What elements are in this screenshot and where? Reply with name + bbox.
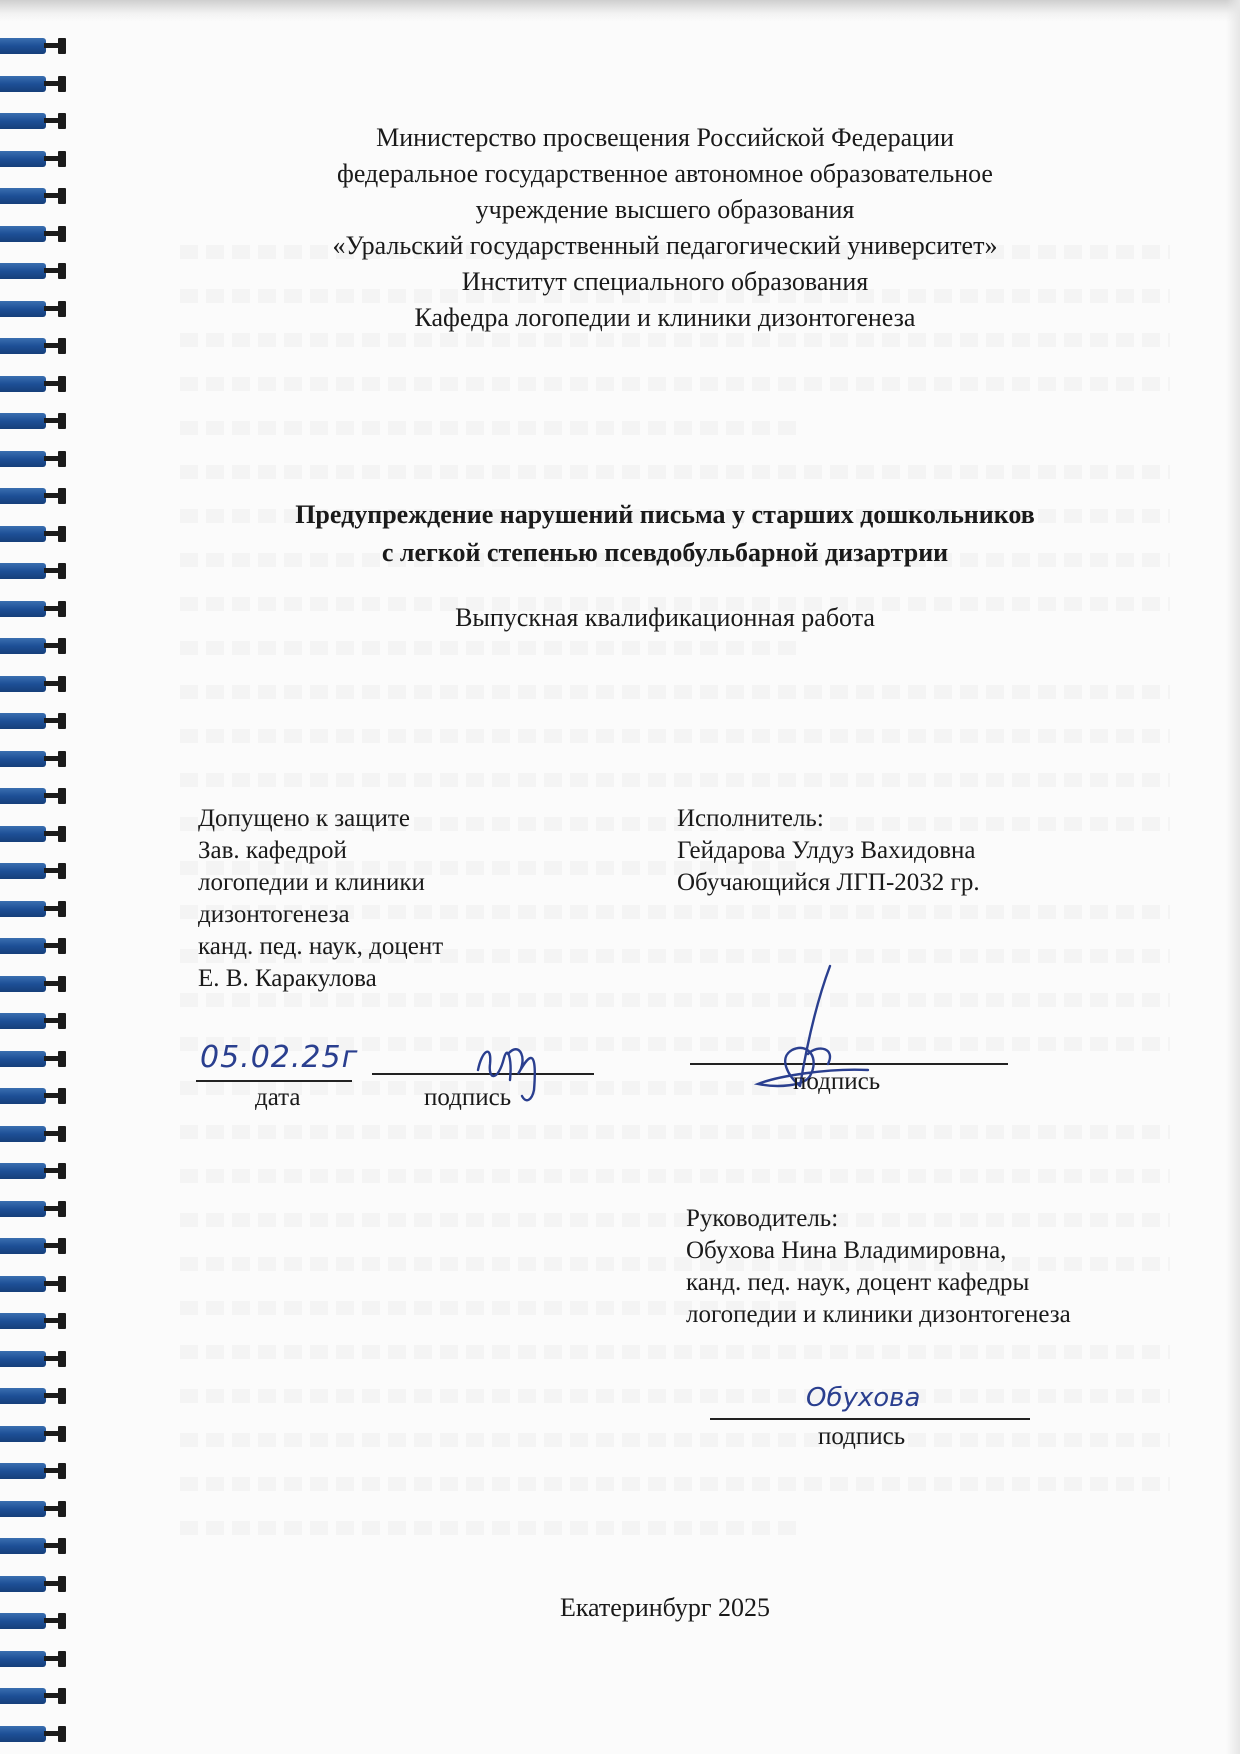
work-type: Выпускная квалификационная работа <box>455 603 875 632</box>
show-through-line <box>180 465 1170 479</box>
binding-hole <box>58 788 66 804</box>
binding-hole <box>58 526 66 542</box>
binding-hole <box>58 188 66 204</box>
supervisor-line: Руководитель: <box>686 1205 839 1232</box>
binding-ring <box>0 638 46 654</box>
header-line: Институт специального образования <box>461 267 869 296</box>
executor-signature-caption: подпись <box>793 1068 881 1095</box>
date-caption: дата <box>255 1084 301 1111</box>
admission-signature-caption: подпись <box>424 1084 512 1111</box>
binding-ring <box>0 976 46 992</box>
binding-ring <box>0 938 46 954</box>
header-line: Кафедра логопедии и клиники дизонтогенеза <box>414 303 916 332</box>
binding-hole <box>58 1313 66 1329</box>
header-line: Министерство просвещения Российской Федерации <box>376 123 954 152</box>
header-line: учреждение высшего образования <box>475 195 855 224</box>
binding-hole <box>58 413 66 429</box>
show-through-line <box>180 773 1170 787</box>
binding-ring <box>0 113 46 129</box>
binding-hole <box>58 901 66 917</box>
binding-hole <box>58 938 66 954</box>
admission-line: Допущено к защите <box>198 805 410 832</box>
binding-ring <box>0 301 46 317</box>
binding-ring <box>0 338 46 354</box>
binding-ring <box>0 38 46 54</box>
binding-hole <box>58 38 66 54</box>
binding-hole <box>58 488 66 504</box>
binding-hole <box>58 638 66 654</box>
binding-hole <box>58 226 66 242</box>
binding-hole <box>58 1238 66 1254</box>
binding-ring <box>0 863 46 879</box>
binding-hole <box>58 1726 66 1742</box>
executor-line: Исполнитель: <box>677 805 824 832</box>
binding-hole <box>58 826 66 842</box>
admission-line: логопедии и клиники <box>198 869 425 896</box>
binding-ring <box>0 1126 46 1142</box>
header-line: «Уральский государственный педагогический университет» <box>332 231 998 260</box>
binding-ring <box>0 1276 46 1292</box>
show-through-line <box>180 377 1170 391</box>
binding-hole <box>58 1051 66 1067</box>
binding-hole <box>58 863 66 879</box>
binding-hole <box>58 713 66 729</box>
binding-hole <box>58 1201 66 1217</box>
show-through-line <box>180 1169 1170 1183</box>
admission-line: Зав. кафедрой <box>198 837 347 864</box>
binding-ring <box>0 1351 46 1367</box>
binding-hole <box>58 676 66 692</box>
page-top-edge <box>0 0 1240 22</box>
show-through-line <box>180 421 800 435</box>
binding-hole <box>58 751 66 767</box>
thesis-title <box>90 496 1240 572</box>
binding-hole <box>58 1126 66 1142</box>
binding-hole <box>58 1088 66 1104</box>
header-line: федеральное государственное автономное образовательное <box>337 159 993 188</box>
executor-block <box>677 803 980 899</box>
binding-hole <box>58 1463 66 1479</box>
executor-line: Обучающийся ЛГП-2032 гр. <box>677 869 980 896</box>
supervisor-line: канд. пед. наук, доцент кафедры <box>686 1269 1030 1296</box>
binding-ring <box>0 376 46 392</box>
admission-line: дизонтогенеза <box>198 901 350 928</box>
binding-ring <box>0 788 46 804</box>
binding-ring <box>0 1538 46 1554</box>
binding-hole <box>58 1163 66 1179</box>
binding-hole <box>58 1538 66 1554</box>
binding-ring <box>0 1726 46 1742</box>
executor-line: Гейдарова Улдуз Вахидовна <box>677 837 976 864</box>
handwritten-date: 05.02.25г <box>200 1040 359 1075</box>
binding-ring <box>0 1088 46 1104</box>
binding-ring <box>0 1426 46 1442</box>
binding-hole <box>58 1388 66 1404</box>
binding-hole <box>58 1501 66 1517</box>
binding-ring <box>0 1688 46 1704</box>
binding-hole <box>58 301 66 317</box>
binding-ring <box>0 1313 46 1329</box>
binding-ring <box>0 1613 46 1629</box>
binding-ring <box>0 1201 46 1217</box>
binding-ring <box>0 488 46 504</box>
admission-line: Е. В. Каракулова <box>198 965 377 992</box>
binding-hole <box>58 976 66 992</box>
title-line: с легкой степенью псевдобульбарной дизартрии <box>381 538 949 567</box>
supervisor-line: логопедии и клиники дизонтогенеза <box>686 1301 1071 1328</box>
show-through-line <box>180 685 1170 699</box>
binding-ring <box>0 563 46 579</box>
show-through-line <box>180 1521 800 1535</box>
supervisor-handwritten-signature: Обухова <box>806 1383 921 1413</box>
institution-header <box>90 120 1240 336</box>
binding-hole <box>58 563 66 579</box>
binding-ring <box>0 1576 46 1592</box>
binding-ring <box>0 1051 46 1067</box>
binding-hole <box>58 1426 66 1442</box>
binding-hole <box>58 1688 66 1704</box>
binding-hole <box>58 451 66 467</box>
binding-ring <box>0 413 46 429</box>
binding-hole <box>58 1651 66 1667</box>
binding-ring <box>0 1163 46 1179</box>
date-line <box>196 1080 352 1082</box>
binding-hole <box>58 1013 66 1029</box>
show-through-line <box>180 641 800 655</box>
admission-line: канд. пед. наук, доцент <box>198 933 444 960</box>
binding-ring <box>0 826 46 842</box>
binding-ring <box>0 1238 46 1254</box>
binding-ring <box>0 263 46 279</box>
binding-hole <box>58 151 66 167</box>
title-line: Предупреждение нарушений письма у старших дошкольников <box>295 500 1035 529</box>
binding-ring <box>0 1501 46 1517</box>
binding-hole <box>58 113 66 129</box>
binding-ring <box>0 76 46 92</box>
binding-ring <box>0 151 46 167</box>
show-through-line <box>180 1345 1170 1359</box>
binding-ring <box>0 1463 46 1479</box>
binding-hole <box>58 76 66 92</box>
binding-hole <box>58 338 66 354</box>
admission-block <box>198 803 443 995</box>
show-through-line <box>180 1433 1170 1447</box>
binding-ring <box>0 1651 46 1667</box>
binding-hole <box>58 601 66 617</box>
binding-ring <box>0 1013 46 1029</box>
binding-hole <box>58 376 66 392</box>
binding-ring <box>0 188 46 204</box>
show-through-line <box>180 1389 1170 1403</box>
show-through-line <box>180 1477 1170 1491</box>
binding-hole <box>58 1351 66 1367</box>
show-through-line <box>180 1125 1170 1139</box>
binding-ring <box>0 901 46 917</box>
show-through-line <box>180 993 1170 1007</box>
binding-ring <box>0 226 46 242</box>
supervisor-signature-caption: подпись <box>818 1423 906 1450</box>
spiral-binding <box>0 0 80 1754</box>
binding-hole <box>58 263 66 279</box>
binding-hole <box>58 1276 66 1292</box>
binding-ring <box>0 751 46 767</box>
binding-ring <box>0 601 46 617</box>
binding-ring <box>0 676 46 692</box>
supervisor-block <box>686 1203 1071 1331</box>
binding-hole <box>58 1613 66 1629</box>
supervisor-signature-line <box>710 1418 1030 1420</box>
binding-ring <box>0 713 46 729</box>
binding-hole <box>58 1576 66 1592</box>
binding-ring <box>0 451 46 467</box>
show-through-line <box>180 729 1170 743</box>
supervisor-line: Обухова Нина Владимировна, <box>686 1237 1007 1264</box>
city-year: Екатеринбург 2025 <box>559 1593 771 1622</box>
binding-ring <box>0 1388 46 1404</box>
binding-ring <box>0 526 46 542</box>
